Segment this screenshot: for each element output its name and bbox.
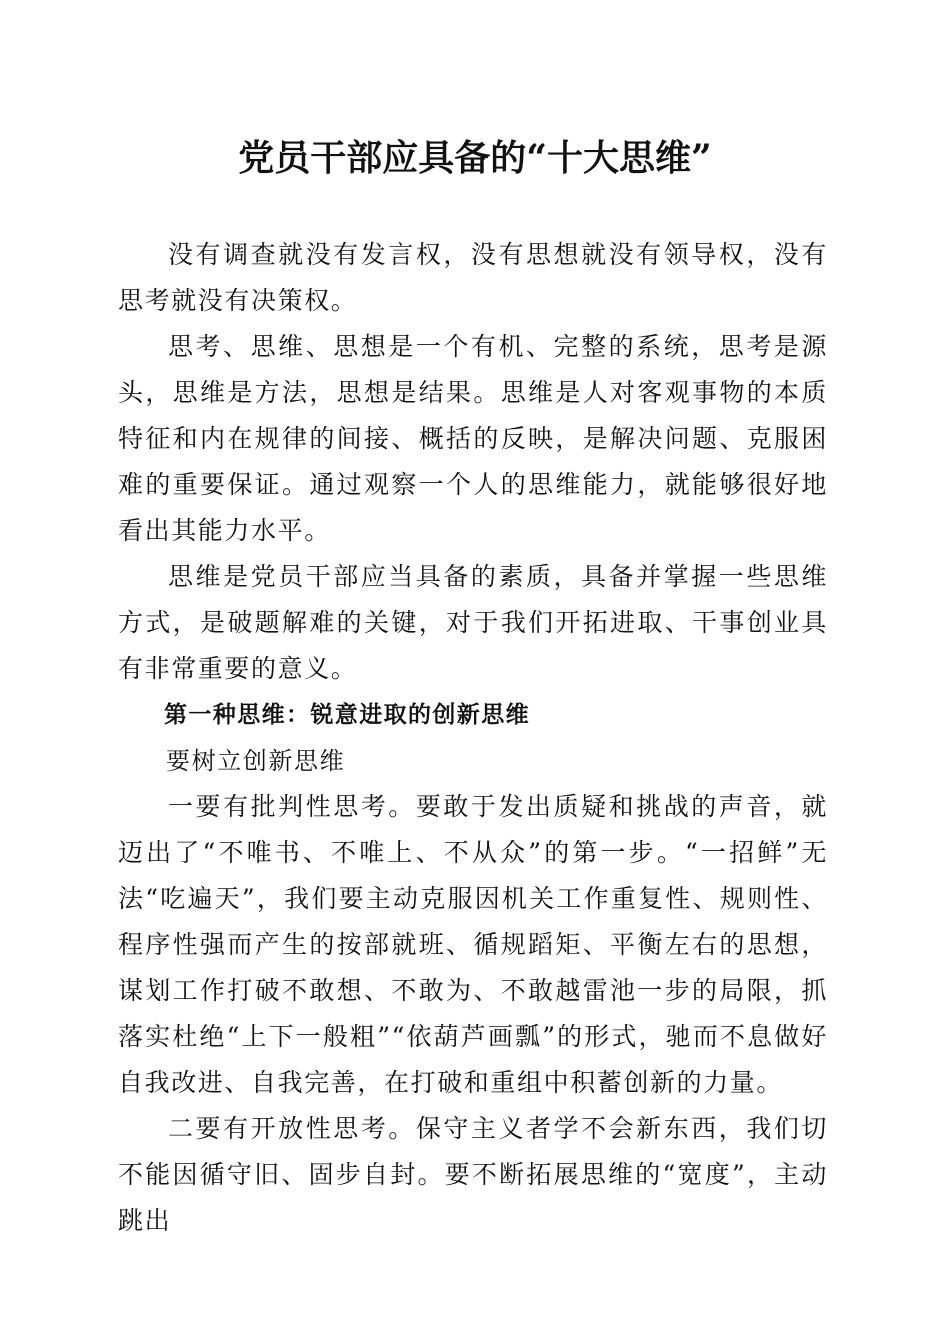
paragraph-open-thinking: 二要有开放性思考。保守主义者学不会新东西，我们切不能因循守旧、固步自封。要不断拓展思维的“宽度”，主动跳出: [118, 1114, 828, 1235]
document-title: 党员干部应具备的“十大思维”: [238, 137, 712, 179]
section-heading-first-thinking: 第一种思维：锐意进取的创新思维: [164, 701, 530, 728]
paragraph-intro: 没有调查就没有发言权，没有思想就没有领导权，没有思考就没有决策权。: [118, 240, 828, 315]
paragraph-critical-thinking: 一要有批判性思考。要敢于发出质疑和挑战的声音，就迈出了“不唯书、不唯上、不从众”的第一步。“一招鲜”无法“吃遍天”，我们要主动克服因机关工作重复性、规则性、程序性强而产生的按部就班、循规蹈矩、平衡左右的思想，谋划工作打破不敢想、不敢为、不敢越雷池一步的局限，抓落实杜绝“上下一般粗”“依葫芦画瓢”的形式，驰而不息做好自我改进、自我完善，在打破和重组中积蓄创新的力量。: [118, 792, 828, 1097]
paragraph-thinking-system: 思考、思维、思想是一个有机、完整的系统，思考是源头，思维是方法，思想是结果。思维是人对客观事物的本质特征和内在规律的间接、概括的反映，是解决问题、克服困难的重要保证。通过观察一个人的思维能力，就能够很好地看出其能力水平。: [118, 332, 828, 545]
document-body: [118, 232, 828, 1244]
paragraph-thinking-quality: 思维是党员干部应当具备的素质，具备并掌握一些思维方式，是破题解难的关键，对于我们开拓进取、干事创业具有非常重要的意义。: [118, 562, 828, 683]
subheading-innovation: 要树立创新思维: [166, 747, 346, 775]
